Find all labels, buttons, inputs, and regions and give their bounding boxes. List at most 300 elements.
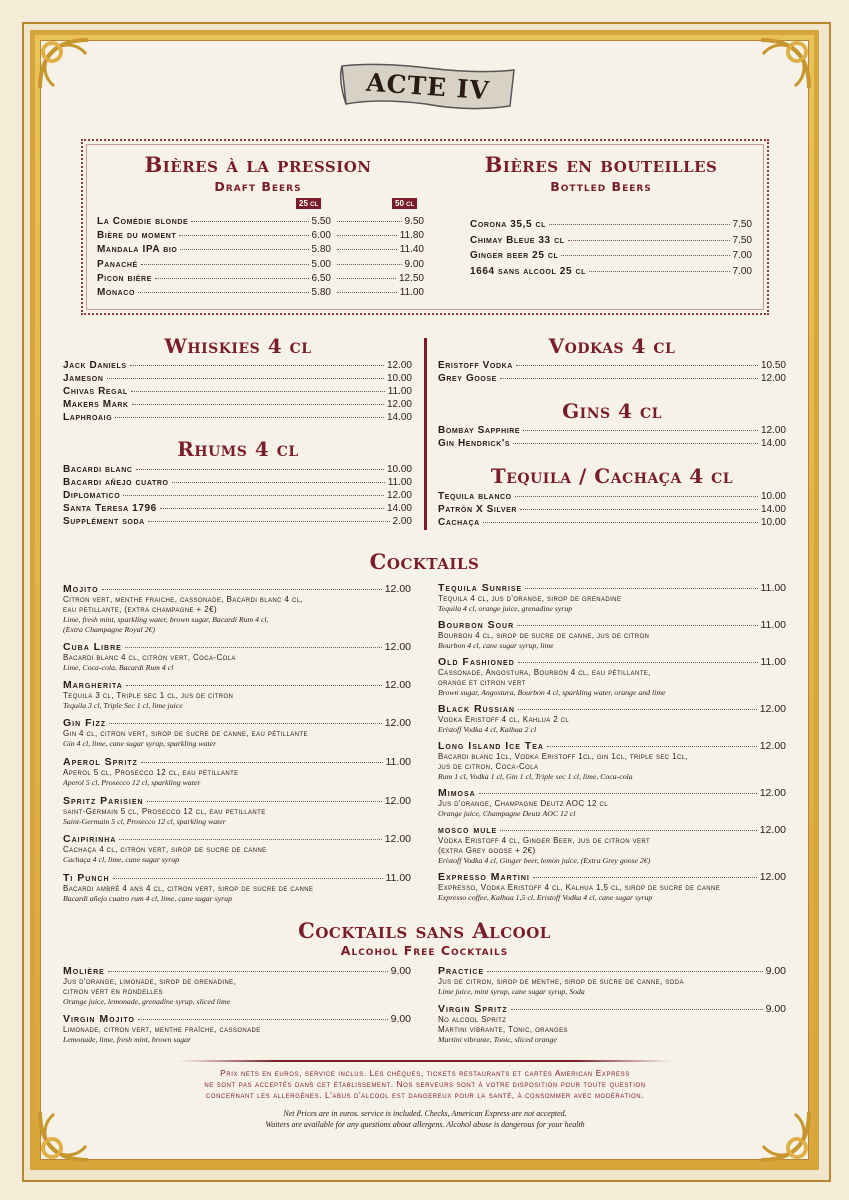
cocktail-ingredients-en: Bourbon 4 cl, cane sugar syrup, lime — [438, 641, 554, 650]
dot-leader — [125, 647, 382, 648]
dot-leader — [568, 240, 730, 241]
dot-leader — [148, 521, 390, 522]
cocktail-ingredients-fr: Limonade, citron vert, menthe fraîche, cassonade — [63, 1025, 261, 1034]
cocktail-item — [438, 787, 786, 819]
cocktail-name: Caipirinha — [63, 833, 117, 845]
cocktail-item — [63, 583, 411, 635]
cocktail-name: Black Russian — [438, 703, 515, 715]
menu-item-row — [63, 464, 412, 475]
dot-leader — [109, 723, 382, 724]
cocktail-ingredients-fr: Jus de citron, sirop de menthe, sirop de sucre de canne, soda — [438, 977, 684, 986]
cocktail-ingredients-en: Rum 1 cl, Vodka 1 cl, Gin 1 cl, Triple sec 1 cl, lime, Coca-cola — [438, 772, 633, 781]
cocktail-header — [63, 872, 411, 884]
cocktail-price: 12.00 — [384, 795, 411, 807]
item-name: 1664 sans alcool 25 cl — [470, 265, 587, 277]
vodkas-title: Vodkas 4 cl — [548, 334, 676, 358]
menu-item-row — [470, 219, 752, 230]
item-name: Diplomatico — [63, 489, 121, 501]
cocktail-item — [63, 717, 411, 749]
item-price: 5.80 — [311, 244, 331, 256]
cocktail-name: Bourbon Sour — [438, 619, 515, 631]
dot-leader — [136, 469, 384, 470]
menu-item-row — [438, 373, 786, 384]
menu-item-row — [438, 360, 786, 371]
bottled-subtitle: Bottled Beers — [550, 179, 652, 194]
dot-leader — [131, 391, 385, 392]
cocktail-ingredients-fr: No alcool Spritz — [438, 1015, 507, 1024]
item-name: Chimay Bleue 33 cl — [470, 234, 565, 246]
item-name: Makers Mark — [63, 398, 129, 410]
cocktail-ingredients-en: Eristoff Vodka 4 cl, Kalhua 2 cl — [438, 725, 537, 734]
cocktail-ingredients-fr: Aperol 5 cl, Prosecco 12 cl, eau pétillante — [63, 768, 239, 777]
cocktail-header — [438, 656, 786, 668]
cocktail-ingredients-en: Bacardi añejo cuatro rum 4 cl, lime, cane sugar syrup — [63, 894, 232, 903]
cocktail-price: 12.00 — [759, 871, 786, 883]
cocktail-header — [438, 740, 786, 752]
cocktail-name: Molière — [63, 965, 105, 977]
corner-ornament-icon — [36, 1108, 92, 1164]
menu-item-row — [334, 287, 424, 298]
dot-leader — [138, 1019, 388, 1020]
cocktail-name: mosco mule — [438, 824, 498, 836]
item-name: Picon bière — [97, 272, 152, 284]
cocktail-price: 12.00 — [384, 641, 411, 653]
dot-leader — [102, 589, 382, 590]
dot-leader — [172, 482, 385, 483]
menu-item-row — [334, 259, 424, 270]
cocktail-ingredients-en: Saint-Germain 5 cl, Prosecco 12 cl, sparkling water — [63, 817, 226, 826]
cocktail-name: Mimosa — [438, 787, 476, 799]
item-price: 12.00 — [386, 489, 412, 501]
cocktail-ingredients-fr: Expresso, Vodka Eristoff 4 cl, Kalhua 1,5 cl, sirop de sucre de canne — [438, 883, 721, 892]
cocktail-ingredients-fr: saint-Germain 5 cl, Prosecco 12 cl, eau petillante — [63, 807, 266, 816]
cocktail-name: Aperol Spritz — [63, 756, 138, 768]
menu-item-row — [63, 386, 412, 397]
cocktail-ingredients-en: Martini vibrante, Tonic, sliced orange — [438, 1035, 557, 1044]
cocktail-ingredients-fr: Vodka Eristoff 4 cl, Kahlua 2 cl — [438, 715, 570, 724]
corner-ornament-icon — [757, 36, 813, 92]
cocktail-ingredients-fr: Tequila 4 cl, jus d'orange, sirop de grenadine — [438, 594, 622, 603]
menu-item-row — [438, 504, 786, 515]
gins-title: Gins 4 cl — [562, 399, 662, 423]
cocktail-ingredients-en: Orange juice, lemonade, grenadine syrup, sliced lime — [63, 997, 231, 1006]
item-price: 6.00 — [311, 230, 331, 242]
cocktail-ingredients-fr: Tequila 3 cl, Triple sec 1 cl, jus de citron — [63, 691, 234, 700]
col-50cl-badge: 50 cl — [392, 198, 417, 209]
menu-item-row — [97, 244, 331, 255]
cocktail-price: 9.00 — [765, 965, 786, 977]
dot-leader — [123, 495, 384, 496]
cocktail-header — [438, 582, 786, 594]
cocktail-header — [63, 679, 411, 691]
item-price: 12.00 — [386, 398, 412, 410]
cocktail-name: Virgin Spritz — [438, 1003, 508, 1015]
draft-title: Bières à la pression — [144, 152, 372, 177]
dot-leader — [115, 417, 384, 418]
cocktail-item — [438, 740, 786, 782]
cocktail-item — [63, 679, 411, 711]
cocktail-name: Long Island Ice Tea — [438, 740, 544, 752]
menu-item-row — [63, 477, 412, 488]
menu-item-row — [470, 250, 752, 261]
cocktail-ingredients-en: Orange juice, Champagne Deutz AOC 12 cl — [438, 809, 576, 818]
dot-leader — [337, 292, 397, 293]
cocktail-ingredients-fr: Citron vert, menthe fraiche, cassonade, Bacardi blanc 4 cl, — [63, 595, 304, 604]
item-price-50cl: 9.50 — [404, 216, 424, 227]
menu-item-row — [63, 373, 412, 384]
menu-item-row — [63, 399, 412, 410]
dot-leader — [549, 224, 730, 225]
dot-leader — [337, 235, 397, 236]
dot-leader — [119, 839, 381, 840]
dot-leader — [155, 278, 309, 279]
item-price: 12.00 — [760, 425, 786, 436]
dot-leader — [141, 762, 383, 763]
item-name: Mandala IPA bio — [97, 244, 178, 256]
cocktail-price: 12.00 — [759, 824, 786, 836]
footer-line: ne sont pas acceptés dans cet établissement. Nos serveurs sont à votre disposition pour toute question — [204, 1079, 646, 1089]
dot-leader — [511, 1009, 763, 1010]
item-price: 10.00 — [760, 516, 786, 528]
item-price: 14.00 — [760, 437, 786, 449]
dot-leader — [561, 255, 729, 256]
dot-leader — [113, 878, 383, 879]
cocktail-price: 12.00 — [759, 740, 786, 752]
menu-item-row — [63, 360, 412, 371]
item-price: 2.00 — [392, 515, 412, 527]
item-price: 10.00 — [386, 464, 412, 475]
cocktail-name: Margherita — [63, 679, 123, 691]
cocktail-price: 11.00 — [385, 872, 411, 884]
item-price-50cl: 11.80 — [399, 230, 424, 242]
item-price: 6.50 — [311, 272, 331, 284]
dot-leader — [132, 404, 384, 405]
cocktail-item — [438, 965, 786, 997]
dot-leader — [138, 292, 309, 293]
footer-line: Net Prices are in euros. service is included. Checks, American Express are not accepted. — [283, 1109, 567, 1118]
cocktail-ingredients-fr: Bourbon 4 cl, sirop de sucre de canne, jus de citron — [438, 631, 650, 640]
cocktail-header — [63, 717, 411, 729]
cocktail-ingredients-en: Lime, Coca-cola, Bacardi Rum 4 cl — [63, 663, 174, 672]
dot-leader — [487, 971, 762, 972]
cocktail-ingredients-en: Eristoff Vodka 4 cl, Ginger beer, lemon juice, (Extra Grey goose 2€) — [438, 856, 651, 865]
page-title: ACTE IV — [365, 67, 491, 106]
noalc-title: Cocktails sans Alcool — [298, 918, 551, 943]
item-price: 7.00 — [732, 250, 752, 261]
cocktail-name: Expresso Martini — [438, 871, 530, 883]
item-name: La Comédie blonde — [97, 216, 189, 227]
menu-item-row — [470, 235, 752, 246]
cocktail-ingredients-en: Cachaça 4 cl, lime, cane sugar syrup — [63, 855, 180, 864]
cocktail-ingredients-fr: eau petillante, (extra champagne + 2€) — [63, 605, 218, 614]
item-price: 7.50 — [732, 219, 752, 230]
draft-subtitle: Draft Beers — [214, 179, 302, 194]
cocktail-ingredients-fr: orange et citron vert — [438, 678, 526, 687]
cocktail-price: 9.00 — [390, 965, 411, 977]
item-name: Corona 35,5 cl — [470, 219, 547, 230]
item-price: 5.50 — [311, 216, 331, 227]
dot-leader — [520, 509, 758, 510]
corner-ornament-icon — [36, 36, 92, 92]
footer-line: Prix nets en euros, service inclus. Les chèques, tickets restaurants et cartes American Express — [220, 1068, 630, 1078]
cocktail-header — [438, 1003, 786, 1015]
cocktail-item — [438, 824, 786, 866]
title-banner — [338, 60, 518, 116]
menu-item-row — [334, 216, 424, 227]
cocktail-name: Mojito — [63, 583, 99, 595]
cocktail-ingredients-en: Lime juice, mint syrup, cane sugar syrup, Soda — [438, 987, 585, 996]
cocktail-name: Virgin Mojito — [63, 1013, 135, 1025]
cocktail-name: Spritz Parisien — [63, 795, 144, 807]
rhums-title: Rhums 4 cl — [177, 437, 299, 461]
menu-item-row — [97, 259, 331, 270]
item-name: Laphroaig — [63, 411, 113, 423]
dot-leader — [126, 685, 382, 686]
cocktail-ingredients-fr: Jus d'orange, limonade, sirop de grenadine, — [63, 977, 237, 986]
menu-item-row — [438, 438, 786, 449]
dot-leader — [500, 830, 757, 831]
item-price-50cl: 12.50 — [398, 272, 424, 284]
bottled-title: Bières en bouteilles — [484, 152, 718, 177]
cocktail-ingredients-en: Lime, fresh mint, sparkling water, brown sugar, Bacardi Rum 4 cl, — [63, 615, 269, 624]
cocktail-item — [63, 795, 411, 827]
cocktail-ingredients-fr: Bacardi ambré 4 ans 4 cl, citron vert, sirop de sucre de canne — [63, 884, 314, 893]
cocktail-header — [63, 833, 411, 845]
cocktail-price: 11.00 — [385, 756, 411, 768]
cocktail-price: 12.00 — [384, 833, 411, 845]
item-price: 7.50 — [732, 234, 752, 246]
cocktail-ingredients-en: Tequila 3 cl, Triple Sec 1 cl, lime juice — [63, 701, 183, 710]
cocktail-header — [438, 787, 786, 799]
item-name: Panaché — [97, 258, 138, 270]
cocktail-ingredients-fr: Bacardi blanc 4 cl, citron vert, Coca-Cola — [63, 653, 236, 662]
cocktail-ingredients-fr: Cachaça 4 cl, citron vert, sirop de sucre de canne — [63, 845, 267, 854]
cocktail-price: 12.00 — [384, 717, 411, 729]
menu-item-row — [438, 491, 786, 502]
dot-leader — [130, 365, 384, 366]
cocktail-price: 11.00 — [760, 582, 786, 594]
dot-leader — [180, 249, 308, 250]
cocktail-ingredients-fr: Gin 4 cl, citron vert, sirop de sucre de canne, eau pétillante — [63, 729, 308, 738]
menu-item-row — [97, 230, 331, 241]
dot-leader — [479, 793, 757, 794]
menu-item-row — [63, 503, 412, 514]
dot-leader — [518, 662, 758, 663]
item-name: Santa Teresa 1796 — [63, 502, 157, 514]
dot-leader — [337, 264, 402, 265]
cocktail-item — [438, 703, 786, 735]
dot-leader — [515, 496, 758, 497]
item-price: 14.00 — [760, 503, 786, 515]
cocktail-ingredients-en: Expresso coffee, Kalhua 1,5 cl, Eristoff Vodka 4 cl, cane sugar syrup — [438, 893, 653, 902]
dot-leader — [483, 522, 758, 523]
cocktail-ingredients-en: Gin 4 cl, lime, cane sugar syrup, sparkling water — [63, 739, 217, 748]
cocktail-header — [438, 824, 786, 836]
dot-leader — [516, 365, 758, 366]
item-name: Jameson — [63, 372, 104, 384]
cocktail-price: 11.00 — [760, 656, 786, 668]
menu-item-row — [97, 216, 331, 227]
cocktail-header — [438, 703, 786, 715]
cocktail-ingredients-en: Lemonade, lime, fresh mint, brown sugar — [63, 1035, 192, 1044]
cocktail-name: Practice — [438, 965, 485, 977]
dot-leader — [523, 430, 758, 431]
cocktail-ingredients-en: Brown sugar, Angostura, Bourbon 4 cl, sparkling water, orange and lime — [438, 688, 666, 697]
item-price: 11.00 — [387, 476, 412, 488]
cocktail-ingredients-en: Tequila 4 cl, orange juice, grenadine syrup — [438, 604, 573, 613]
dot-leader — [337, 278, 396, 279]
item-name: Cachaça — [438, 516, 480, 528]
dot-leader — [589, 271, 730, 272]
cocktail-price: 9.00 — [765, 1003, 786, 1015]
dot-leader — [513, 443, 758, 444]
menu-item-row — [63, 490, 412, 501]
item-name: Ginger beer 25 cl — [470, 250, 559, 261]
cocktail-name: Gin Fizz — [63, 717, 106, 729]
cocktail-ingredients-en: (Extra Champagne Royal 2€) — [63, 625, 156, 634]
item-name: Bière du moment — [97, 230, 177, 242]
dot-leader — [147, 801, 382, 802]
cocktail-price: 12.00 — [759, 703, 786, 715]
dot-leader — [141, 264, 309, 265]
cocktail-price: 11.00 — [760, 619, 786, 631]
menu-item-row — [63, 412, 412, 423]
cocktail-header — [63, 795, 411, 807]
col-25cl-badge: 25 cl — [296, 198, 321, 209]
menu-item-row — [438, 425, 786, 436]
item-name: Eristoff Vodka — [438, 360, 513, 371]
item-price-50cl: 11.40 — [399, 244, 424, 256]
dot-leader — [107, 378, 384, 379]
cocktail-ingredients-fr: Vodka Eristoff 4 cl, Ginger Beer, jus de citron vert — [438, 836, 651, 845]
cocktail-header — [63, 965, 411, 977]
dot-leader — [517, 625, 757, 626]
menu-item-row — [470, 266, 752, 277]
cocktail-item — [438, 871, 786, 903]
item-price: 7.00 — [732, 265, 752, 277]
column-divider — [424, 338, 427, 530]
dot-leader — [179, 235, 308, 236]
menu-item-row — [334, 230, 424, 241]
cocktail-item — [63, 756, 411, 788]
dot-leader — [525, 588, 757, 589]
cocktail-item — [63, 1013, 411, 1045]
cocktail-ingredients-fr: Bacardi blanc 1cl, Vodka Eristoff 1cl, gin 1cl, triple sec 1cl, — [438, 752, 689, 761]
item-name: Gin Hendrick's — [438, 437, 511, 449]
cocktail-item — [63, 965, 411, 1007]
cocktail-ingredients-fr: citron vert en rondelles — [63, 987, 163, 996]
footer-divider — [178, 1060, 672, 1062]
dot-leader — [547, 746, 757, 747]
item-name: Jack Daniels — [63, 360, 127, 371]
dot-leader — [500, 378, 758, 379]
item-price: 5.80 — [311, 287, 331, 298]
cocktail-item — [438, 1003, 786, 1045]
cocktails-title: Cocktails — [369, 549, 480, 574]
cocktail-header — [63, 641, 411, 653]
item-name: Bacardi blanc — [63, 464, 133, 475]
item-price: 10.50 — [760, 360, 786, 371]
cocktail-header — [438, 619, 786, 631]
cocktail-header — [438, 871, 786, 883]
cocktail-ingredients-fr: Jus d'orange, Champagne Deutz AOC 12 cl — [438, 799, 608, 808]
item-price: 14.00 — [386, 502, 412, 514]
footer-line: concernant les allergènes. L'abus d'alcool est dangereux pour la santé, à consommer avec modération. — [205, 1090, 645, 1100]
dot-leader — [533, 877, 757, 878]
item-price: 10.00 — [386, 372, 412, 384]
item-price-50cl: 11.00 — [399, 287, 424, 298]
cocktail-name: Old Fashioned — [438, 656, 515, 668]
item-name: Supplément soda — [63, 515, 145, 527]
cocktail-item — [438, 656, 786, 698]
item-price: 12.00 — [386, 360, 412, 371]
item-name: Chivas Regal — [63, 385, 128, 397]
cocktail-header — [63, 756, 411, 768]
cocktail-header — [63, 583, 411, 595]
menu-item-row — [97, 273, 331, 284]
tequila-title: Tequila / Cachaça 4 cl — [490, 464, 734, 488]
item-price: 5.00 — [311, 258, 331, 270]
cocktail-ingredients-en: Aperol 5 cl, Prosecco 12 cl, sparkling water — [63, 778, 201, 787]
menu-item-row — [438, 517, 786, 528]
cocktail-item — [438, 619, 786, 651]
menu-item-row — [334, 273, 424, 284]
whiskies-title: Whiskies 4 cl — [164, 334, 312, 358]
cocktail-item — [63, 833, 411, 865]
item-price: 14.00 — [386, 411, 412, 423]
item-name: Patrón X Silver — [438, 503, 518, 515]
item-name: Grey Goose — [438, 372, 497, 384]
cocktail-price: 12.00 — [384, 679, 411, 691]
footer-line: Waiters are available for any questions about allergens. Alcohol abuse is dangerous for your health — [265, 1120, 585, 1129]
item-price: 12.00 — [760, 372, 786, 384]
dot-leader — [108, 971, 388, 972]
cocktail-name: Cuba Libre — [63, 641, 122, 653]
corner-ornament-icon — [757, 1108, 813, 1164]
noalc-subtitle: Alcohol Free Cocktails — [340, 943, 509, 958]
cocktail-price: 12.00 — [759, 787, 786, 799]
cocktail-ingredients-fr: Martini vibrante, Tonic, oranges — [438, 1025, 568, 1034]
item-name: Bombay Sapphire — [438, 425, 521, 436]
item-price: 10.00 — [760, 491, 786, 502]
cocktail-ingredients-fr: jus de citron, Coca-Cola — [438, 762, 539, 771]
dot-leader — [337, 221, 402, 222]
dot-leader — [160, 508, 384, 509]
cocktail-item — [63, 641, 411, 673]
cocktail-header — [63, 1013, 411, 1025]
item-price: 11.00 — [387, 385, 412, 397]
cocktail-ingredients-fr: Cassonade, Angostura, Bourbon 4 cl, eau pétillante, — [438, 668, 651, 677]
cocktail-item — [438, 582, 786, 614]
cocktail-name: Tequila Sunrise — [438, 582, 523, 594]
dot-leader — [337, 249, 397, 250]
menu-item-row — [334, 244, 424, 255]
item-name: Monaco — [97, 287, 135, 298]
menu-item-row — [97, 287, 331, 298]
dot-leader — [518, 709, 757, 710]
cocktail-item — [63, 872, 411, 904]
menu-item-row — [63, 516, 412, 527]
item-name: Bacardi añejo cuatro — [63, 476, 169, 488]
cocktail-ingredients-fr: (extra Grey goose + 2€) — [438, 846, 536, 855]
cocktail-name: Ti Punch — [63, 872, 110, 884]
item-name: Tequila blanco — [438, 491, 512, 502]
cocktail-price: 12.00 — [384, 583, 411, 595]
item-price-50cl: 9.00 — [404, 258, 424, 270]
footer-english-notice — [110, 1108, 740, 1130]
cocktail-price: 9.00 — [390, 1013, 411, 1025]
footer-french-notice — [110, 1068, 740, 1101]
